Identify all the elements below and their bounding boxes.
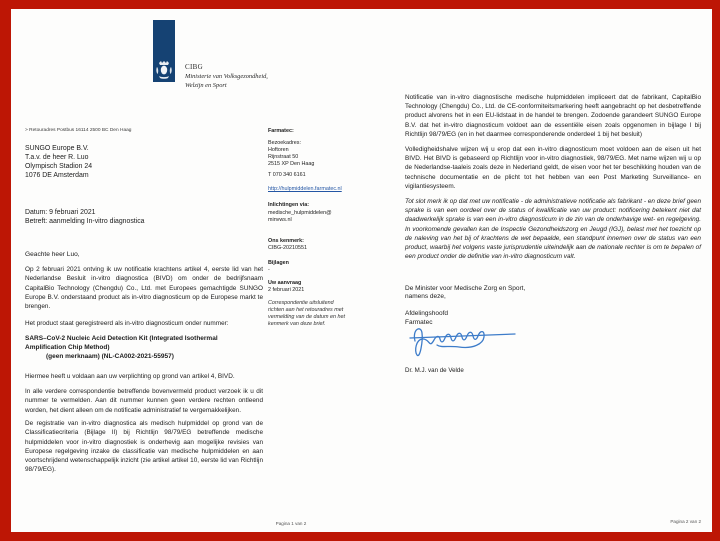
signer-role-1: Afdelingshoofd (405, 310, 449, 317)
product-name-line3: (geen merknaam) (NL-CA002-2021-55957) (46, 353, 174, 360)
subject-line: Betreft: aanmelding In-vitro diagnostica (25, 218, 145, 225)
product-name-line2: Amplification Chip Method) (25, 344, 110, 351)
page2-paragraph-1: Notificatie van in-vitro diagnostische medische hulpmiddelen impliceert dat de fabrikant, CapitalBio Technology (Chengdu) Co., Ltd. de CE-conformiteitsmarkering heeft aangebracht op het desbetreffende product alvorens het in een EU-lidstaat in de handel te brengen. Zodoende garandeert SUNGO Europe B.V. dat het in-vitro diagnosticum voldoet aan de essentiële eisen zoals opgenomen in bijlage I bij Richtlijn 98/79/EG (en in het daarmee corresponderende onderdeel 1 bij het besluit) (405, 94, 701, 138)
sidebar-visit-line: Hoftoren (268, 147, 289, 153)
sidebar-website-link[interactable]: http://hulpmiddelen.farmatec.nl (268, 186, 342, 192)
sidebar-bijlagen-label: Bijlagen (268, 260, 289, 266)
closing-line-2: namens deze, (405, 293, 446, 300)
return-address-line: > Retouradres Postbus 16114 2500 BC Den Haag (25, 128, 132, 133)
sidebar-visit-label: Bezoekadres: (268, 140, 301, 146)
recipient-city: 1076 DE Amsterdam (25, 172, 89, 179)
body-paragraph-4: In alle verdere correspondentie betreffende bovenvermeld product verzoek ik u dit nummer te vermelden. Aan dit nummer kunnen geen verdere rechten ontleend worden, het dient alleen om de notificatie administratief te vergemakkelijken. (25, 388, 263, 414)
logo-banner (153, 20, 175, 82)
recipient-attn: T.a.v. de heer R. Luo (25, 154, 89, 161)
recipient-street: Olympisch Stadion 24 (25, 163, 93, 170)
sidebar-correspondence-note: Correspondentie uitsluitend richten aan het retouradres met vermelding van de datum en het kenmerk van deze brief. (268, 300, 346, 327)
sidebar-bijlagen-value: - (268, 267, 270, 273)
body-paragraph-3: Hiermee heeft u voldaan aan uw verplichting op grond van artikel 4, BIVD. (25, 373, 235, 380)
logo-ministry-line2: Welzijn en Sport (185, 82, 227, 89)
sidebar-aanvraag-value: 2 februari 2021 (268, 287, 305, 293)
sidebar-visit-line: Rijnstraat 50 (268, 154, 299, 160)
page2-paragraph-3-italic: Tot slot merk ik op dat met uw notificatie - de administratieve notificatie als fabrikant - en deze brief geen sprake is van een oordeel over de status of kwalificatie van uw product: notificering betekent niet dat daadwerkelijk sprake is van een in-vitro diagnosticum in de zin van de onderhavige wet- en regelgeving. In voorkomende gevallen kan de Inspectie Gezondheidszorg en Jeugd (IGJ), belast met het toezicht op de naleving van het bij of krachtens de wet bepaalde, een standpunt innemen over de status van een product, waarbij het volgens vaste jurisprudentie uiteindelijk aan de nationale rechter is om te bepalen of een product onder de definitie van in-vitro diagnosticum valt. (405, 198, 701, 261)
sidebar-kenmerk-value: CIBG-20210551 (268, 245, 307, 251)
signer-name: Dr. M.J. van de Velde (405, 367, 464, 374)
coat-of-arms-icon (155, 60, 173, 80)
sidebar-kenmerk-label: Ons kenmerk: (268, 238, 304, 244)
closing-line-1: De Minister voor Medische Zorg en Sport, (405, 285, 526, 292)
handwritten-signature (407, 321, 537, 369)
document-sheet (11, 9, 712, 532)
page2-footer: Pagina 2 van 2 (670, 519, 701, 524)
salutation: Geachte heer Luo, (25, 251, 80, 258)
sidebar-visit-line: 2515 XP Den Haag (268, 161, 315, 167)
sidebar-aanvraag-label: Uw aanvraag (268, 280, 302, 286)
date-line: Datum: 9 februari 2021 (25, 209, 96, 216)
logo-org-name: CIBG (185, 63, 203, 71)
body-paragraph-5: De registratie van in-vitro diagnostica als medisch hulpmiddel op grond van de Classificatiecriteria (Bijlage II) bij Richtlijn 98/79/EG betreffende medische hulpmiddelen voor in-vitro diagnostiek is onderhevig aan mogelijke revisies van Europese regelgeving inzake de classificatie van medische hulpmiddelen en aan voortschrijdend wetenschappelijk inzicht (zie artikel artikel 10, eerste lid van Richtlijn 98/79/EG). (25, 420, 263, 474)
sidebar-contact-email: medische_hulpmiddelen@ (268, 210, 332, 216)
logo-ministry-line1: Ministerie van Volksgezondheid, (185, 73, 268, 80)
body-paragraph-2: Het product staat geregistreerd als in-vitro diagnosticum onder nummer: (25, 320, 229, 327)
page2-paragraph-2: Volledigheidshalve wijzen wij u erop dat een in-vitro diagnosticum moet voldoen aan de eisen uit het BIVD. Het BIVD is gebaseerd op Richtlijn voor in-vitro diagnostiek, 98/79/EG. Met name wijzen wij u op de Nederlandse-taaleis zoals deze in Nederland geldt, de eisen voor het ter beschikking houden van de technische documentatie en de plicht tot het hebben van een Post Marketing Surveillance- en vigilantiesysteem. (405, 146, 701, 190)
product-name-line1: SARS–CoV-2 Nucleic Acid Detection Kit (Integrated Isothermal (25, 335, 218, 342)
sidebar-contact-label: Inlichtingen via: (268, 202, 310, 208)
signer-role-2: Farmatec (405, 319, 433, 326)
sidebar-phone: T 070 340 6161 (268, 172, 306, 178)
recipient-company: SUNGO Europe B.V. (25, 145, 89, 152)
sidebar-contact-email: minvws.nl (268, 217, 292, 223)
page1-footer: Pagina 1 van 2 (275, 521, 307, 526)
sidebar-dept-label: Farmatec: (268, 128, 294, 134)
body-paragraph-1: Op 2 februari 2021 ontving ik uw notificatie krachtens artikel 4, eerste lid van het Nederlandse Besluit in-vitro diagnostica (BIVD) om onder de bedrijfsnaam CapitalBio Technology (Chengdu) Co., Ltd. met Europees gemachtigde SUNGO Europe B.V. onderstaand product als in-vitro diagnosticum op de Europese markt te brengen. (25, 266, 263, 311)
